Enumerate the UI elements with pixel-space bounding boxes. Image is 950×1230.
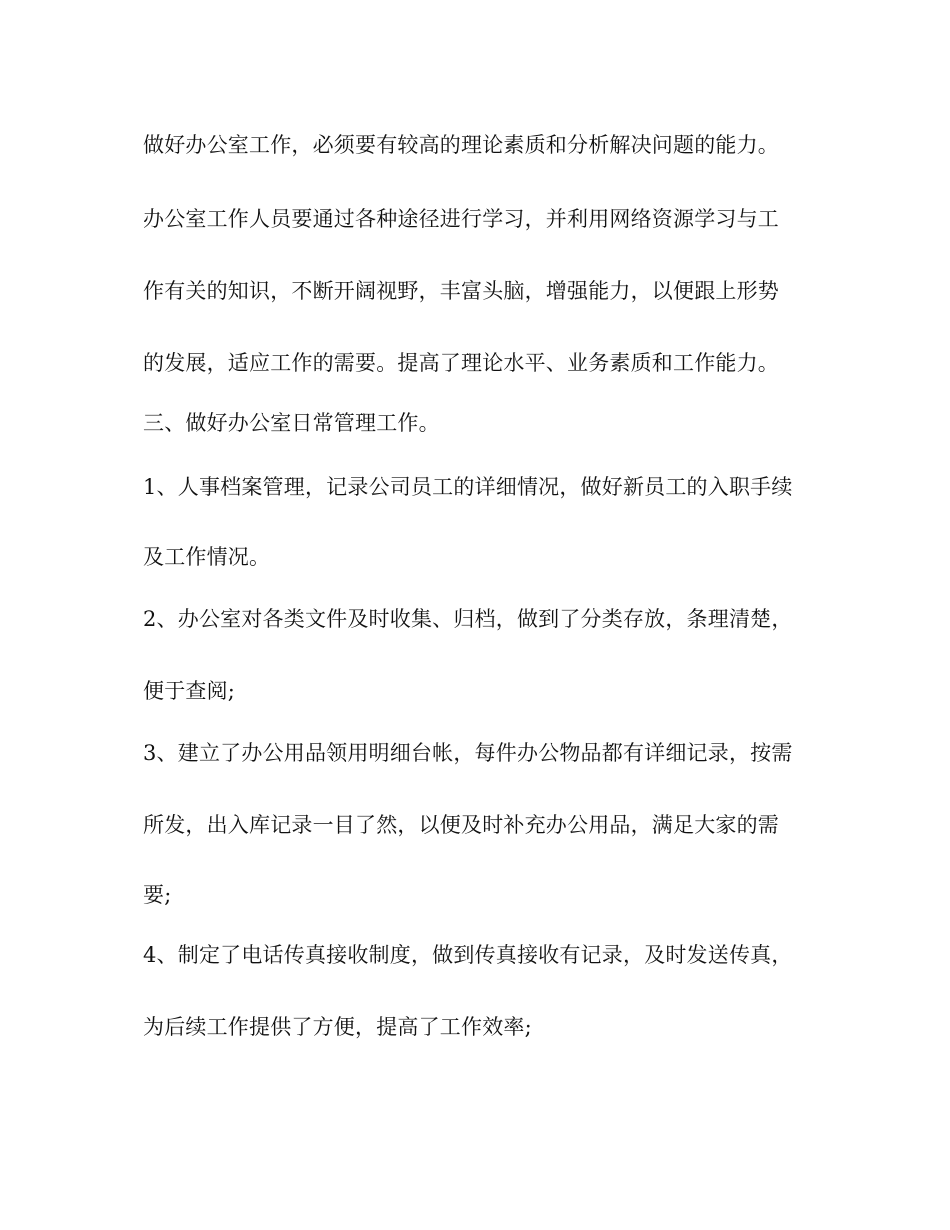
list-item-continuation: 及工作情况。 (143, 545, 271, 569)
list-item-continuation: 便于查阅; (143, 679, 236, 703)
list-item-continuation: 所发，出入库记录一目了然，以便及时补充办公用品，满足大家的需 (143, 813, 779, 837)
list-item: 2、办公室对各类文件及时收集、归档，做到了分类存放，条理清楚， (143, 607, 793, 631)
paragraph-line: 做好办公室工作，必须要有较高的理论素质和分析解决问题的能力。 (143, 133, 779, 157)
list-item-continuation: 要; (143, 883, 172, 907)
list-item: 3、建立了办公用品领用明细台帐，每件办公物品都有详细记录，按需 (143, 741, 793, 765)
paragraph-line: 作有关的知识，不断开阔视野，丰富头脑，增强能力，以便跟上形势 (143, 279, 779, 303)
list-item-continuation: 为后续工作提供了方便，提高了工作效率; (143, 1015, 532, 1039)
paragraph-line: 的发展，适应工作的需要。提高了理论水平、业务素质和工作能力。 (143, 351, 779, 375)
list-item: 1、人事档案管理，记录公司员工的详细情况，做好新员工的入职手续 (143, 475, 793, 499)
list-item: 4、制定了电话传真接收制度，做到传真接收有记录，及时发送传真， (143, 943, 793, 967)
paragraph-line: 办公室工作人员要通过各种途径进行学习，并利用网络资源学习与工 (143, 207, 779, 231)
section-heading: 三、做好办公室日常管理工作。 (143, 411, 440, 435)
